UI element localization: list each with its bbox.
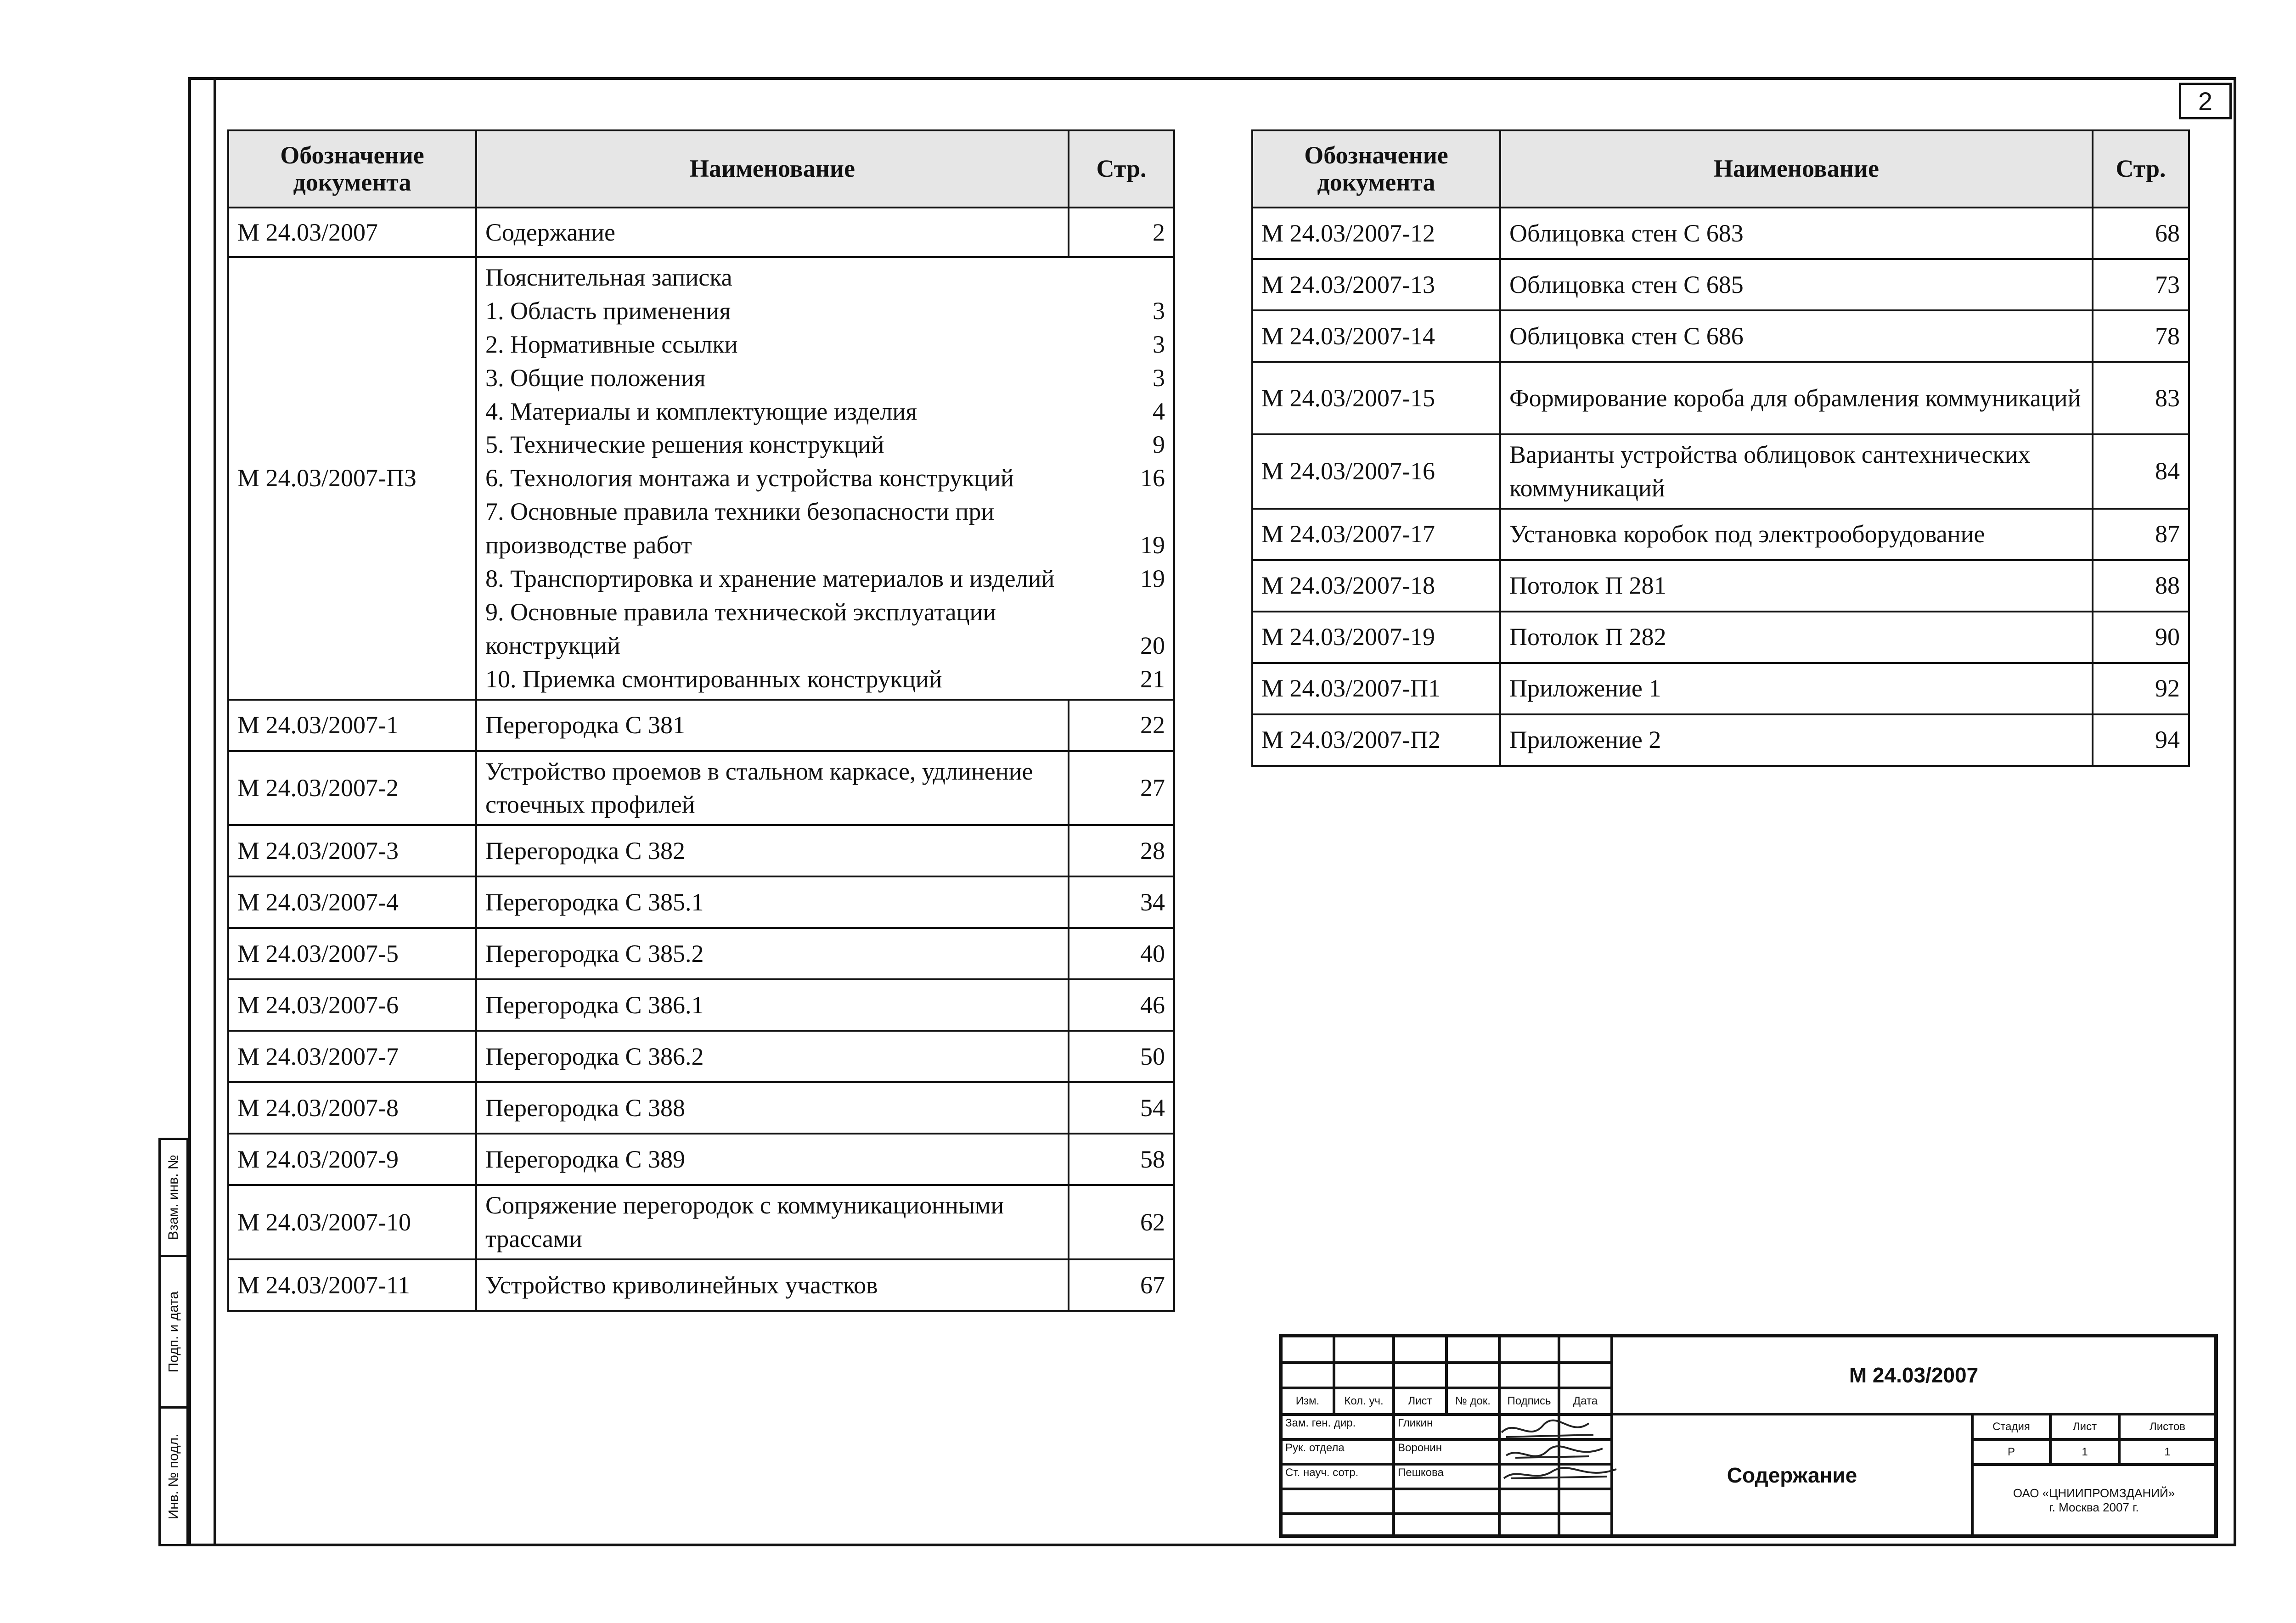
- table-row: [1252, 208, 2189, 259]
- header-designation: Обозначение документа: [1252, 130, 1500, 208]
- row-page: 87: [2093, 509, 2189, 560]
- row-name: Перегородка С 385.2: [476, 928, 1069, 979]
- stamp-inv-label: Инв. № подл.: [166, 1433, 181, 1519]
- table-row: [1252, 310, 2189, 362]
- list-item-page: 21: [1140, 665, 1165, 693]
- table-row: [1252, 560, 2189, 612]
- stamp-inv-podl: [158, 1409, 189, 1546]
- stadia-value: Р: [1972, 1439, 2050, 1465]
- row-name: Формирование короба для обрамления коммуникаций: [1500, 362, 2093, 434]
- table-row: [228, 825, 1174, 876]
- name-1: Гликин: [1394, 1415, 1499, 1439]
- row-code: М 24.03/2007-18: [1252, 560, 1500, 612]
- row-code: М 24.03/2007-3: [228, 825, 476, 876]
- row-page: 92: [2093, 663, 2189, 714]
- row-page: 2: [1069, 208, 1174, 257]
- row-name: Перегородка С 386.2: [476, 1031, 1069, 1082]
- list-item-page: 20: [1140, 631, 1165, 659]
- list-item: [485, 361, 1165, 395]
- table-row: [1252, 259, 2189, 310]
- header-designation: Обозначение документа: [228, 130, 476, 208]
- row-name: Облицовка стен С 683: [1500, 208, 2093, 259]
- table-row: [228, 1259, 1174, 1311]
- list-item-text: 10. Приемка смонтированных конструкций: [485, 665, 942, 693]
- row-name: Приложение 1: [1500, 663, 2093, 714]
- row-name: Установка коробок под электрооборудование: [1500, 509, 2093, 560]
- row-code: М 24.03/2007-14: [1252, 310, 1500, 362]
- row-page: 68: [2093, 208, 2189, 259]
- row-name: Содержание: [476, 208, 1069, 257]
- row-code: М 24.03/2007-П2: [1252, 714, 1500, 766]
- row-name: Приложение 2: [1500, 714, 2093, 766]
- list-item: [485, 495, 1165, 562]
- row-name: Сопряжение перегородок с коммуникационными трассами: [476, 1185, 1069, 1259]
- list-item: [485, 328, 1165, 361]
- left-table-body: [228, 700, 1174, 1311]
- row-code: М 24.03/2007-16: [1252, 434, 1500, 509]
- row-code: М 24.03/2007-1: [228, 700, 476, 751]
- row-page: 84: [2093, 434, 2189, 509]
- row-page: 46: [1069, 979, 1174, 1031]
- list-item: [485, 395, 1165, 428]
- table-header-row: [228, 130, 1174, 208]
- row-page: 22: [1069, 700, 1174, 751]
- row-name: Потолок П 281: [1500, 560, 2093, 612]
- list-item-text: 3. Общие положения: [485, 364, 706, 392]
- list-item-text: 1. Область применения: [485, 297, 731, 325]
- row-name: Перегородка С 386.1: [476, 979, 1069, 1031]
- table-row: [228, 1082, 1174, 1134]
- title-block: [1279, 1334, 2218, 1538]
- row-code: М 24.03/2007-19: [1252, 612, 1500, 663]
- row-name: Перегородка С 385.1: [476, 876, 1069, 928]
- row-code: М 24.03/2007-5: [228, 928, 476, 979]
- list-item-text: 8. Транспортировка и хранение материалов и изделий: [485, 565, 1055, 593]
- contents-table-left: [227, 129, 1175, 1312]
- table-row: [1252, 714, 2189, 766]
- stamp-podp-label: Подп. и дата: [166, 1291, 181, 1372]
- sheet-number: 2: [2198, 86, 2213, 116]
- row-page: 83: [2093, 362, 2189, 434]
- row-code: М 24.03/2007-13: [1252, 259, 1500, 310]
- table-row: [228, 751, 1174, 826]
- row-page: 62: [1069, 1185, 1174, 1259]
- table-row: [228, 928, 1174, 979]
- list-item-text: 2. Нормативные ссылки: [485, 330, 738, 358]
- row-code: М 24.03/2007-11: [228, 1259, 476, 1311]
- row-name: Перегородка С 389: [476, 1134, 1069, 1185]
- row-page: 78: [2093, 310, 2189, 362]
- row-name: Потолок П 282: [1500, 612, 2093, 663]
- list-item-page: 3: [1153, 297, 1165, 325]
- explanatory-note-title: Пояснительная записка: [485, 264, 732, 291]
- row-name: Перегородка С 381: [476, 700, 1069, 751]
- col-ndok: № док.: [1446, 1388, 1499, 1415]
- doc-title: Содержание: [1612, 1414, 1972, 1536]
- stamp-vzam-label: Взам. инв. №: [166, 1155, 181, 1240]
- signature-scribbles: [1497, 1414, 1626, 1492]
- list-item-page: 19: [1140, 565, 1165, 593]
- list-item: [485, 461, 1165, 495]
- table-row: [228, 1185, 1174, 1259]
- row-page: 50: [1069, 1031, 1174, 1082]
- row-code: М 24.03/2007-9: [228, 1134, 476, 1185]
- right-table-body: [1252, 208, 2189, 766]
- organization-cell: [1972, 1465, 2216, 1536]
- sheet-number-box: [2179, 83, 2232, 119]
- list-item-page: 3: [1153, 364, 1165, 392]
- name-2: Воронин: [1394, 1439, 1499, 1464]
- list-item: [485, 294, 1165, 328]
- row-page: 88: [2093, 560, 2189, 612]
- list-item-text: 7. Основные правила техники безопасности при производстве работ: [485, 498, 995, 559]
- list-value: 1: [2050, 1439, 2119, 1465]
- row-name: Облицовка стен С 686: [1500, 310, 2093, 362]
- row-code: М 24.03/2007-15: [1252, 362, 1500, 434]
- row-page: 73: [2093, 259, 2189, 310]
- row-name: Облицовка стен С 685: [1500, 259, 2093, 310]
- row-page: 40: [1069, 928, 1174, 979]
- row-code: М 24.03/2007-2: [228, 751, 476, 826]
- row-code: М 24.03/2007: [228, 208, 476, 257]
- role-3: Ст. науч. сотр.: [1281, 1464, 1394, 1489]
- list-item-page: 4: [1153, 397, 1165, 425]
- role-1: Зам. ген. дир.: [1281, 1415, 1394, 1439]
- col-podpis: Подпись: [1499, 1388, 1559, 1415]
- frame-left-margin-line: [214, 77, 216, 1546]
- row-page: 28: [1069, 825, 1174, 876]
- row-code: М 24.03/2007-8: [228, 1082, 476, 1134]
- col-izm: Изм.: [1281, 1388, 1334, 1415]
- table-row: [1252, 509, 2189, 560]
- list-item-text: 9. Основные правила технической эксплуатации конструкций: [485, 598, 996, 659]
- row-code: М 24.03/2007-7: [228, 1031, 476, 1082]
- list-item: [485, 428, 1165, 461]
- row-code: М 24.03/2007-ПЗ: [228, 257, 476, 700]
- header-name: Наименование: [1500, 130, 2093, 208]
- col-kol-uch: Кол. уч.: [1334, 1388, 1394, 1415]
- doc-code: М 24.03/2007: [1612, 1336, 2216, 1414]
- row-page: 58: [1069, 1134, 1174, 1185]
- table-row: [228, 1134, 1174, 1185]
- organization-city: г. Москва 2007 г.: [2049, 1500, 2139, 1514]
- row-code: М 24.03/2007-4: [228, 876, 476, 928]
- role-2: Рук. отдела: [1281, 1439, 1394, 1464]
- header-page: Стр.: [2093, 130, 2189, 208]
- stamp-vzam-inv: [158, 1138, 189, 1257]
- row-page: 94: [2093, 714, 2189, 766]
- list-item-page: 9: [1153, 431, 1165, 459]
- header-page: Стр.: [1069, 130, 1174, 208]
- list-item-page: 3: [1153, 330, 1165, 358]
- list-item-text: 4. Материалы и комплектующие изделия: [485, 397, 917, 425]
- table-row: [1252, 663, 2189, 714]
- list-item-text: 5. Технические решения конструкций: [485, 431, 884, 459]
- row-code: М 24.03/2007-6: [228, 979, 476, 1031]
- listov-label: Листов: [2119, 1414, 2216, 1439]
- organization-name: ОАО «ЦНИИПРОМЗДАНИЙ»: [2013, 1486, 2175, 1500]
- contents-table-right: [1251, 129, 2190, 767]
- stadia-label: Стадия: [1972, 1414, 2050, 1439]
- name-3: Пешкова: [1394, 1464, 1499, 1489]
- table-row: [228, 208, 1174, 257]
- row-page: 90: [2093, 612, 2189, 663]
- row-code: М 24.03/2007-П1: [1252, 663, 1500, 714]
- row-page: 27: [1069, 751, 1174, 826]
- row-page: 54: [1069, 1082, 1174, 1134]
- table-row: [228, 979, 1174, 1031]
- row-name: Устройство криволинейных участков: [476, 1259, 1069, 1311]
- row-name: Варианты устройства облицовок сантехнических коммуникаций: [1500, 434, 2093, 509]
- row-code: М 24.03/2007-12: [1252, 208, 1500, 259]
- list-item-page: 19: [1140, 531, 1165, 559]
- table-row-explanatory-note: [228, 257, 1174, 700]
- col-list: Лист: [1394, 1388, 1446, 1415]
- table-header-row: [1252, 130, 2189, 208]
- listov-value: 1: [2119, 1439, 2216, 1465]
- row-code: М 24.03/2007-10: [228, 1185, 476, 1259]
- table-row: [228, 876, 1174, 928]
- explanatory-note-items: [485, 294, 1165, 696]
- row-name: Перегородка С 382: [476, 825, 1069, 876]
- list-label: Лист: [2050, 1414, 2119, 1439]
- table-row: [228, 700, 1174, 751]
- list-item: [485, 562, 1165, 595]
- row-name: Перегородка С 388: [476, 1082, 1069, 1134]
- list-item-text: 6. Технология монтажа и устройства конструкций: [485, 464, 1014, 492]
- explanatory-note-cell: [476, 257, 1174, 700]
- table-row: [228, 1031, 1174, 1082]
- table-row: [1252, 434, 2189, 509]
- row-name: Устройство проемов в стальном каркасе, удлинение стоечных профилей: [476, 751, 1069, 826]
- row-page: 34: [1069, 876, 1174, 928]
- table-row: [1252, 362, 2189, 434]
- row-code: М 24.03/2007-17: [1252, 509, 1500, 560]
- list-item-page: 16: [1140, 464, 1165, 492]
- header-name: Наименование: [476, 130, 1069, 208]
- col-data: Дата: [1559, 1388, 1612, 1415]
- list-item: [485, 663, 1165, 696]
- list-item: [485, 595, 1165, 663]
- stamp-podp-data: [158, 1257, 189, 1409]
- table-row: [1252, 612, 2189, 663]
- row-page: 67: [1069, 1259, 1174, 1311]
